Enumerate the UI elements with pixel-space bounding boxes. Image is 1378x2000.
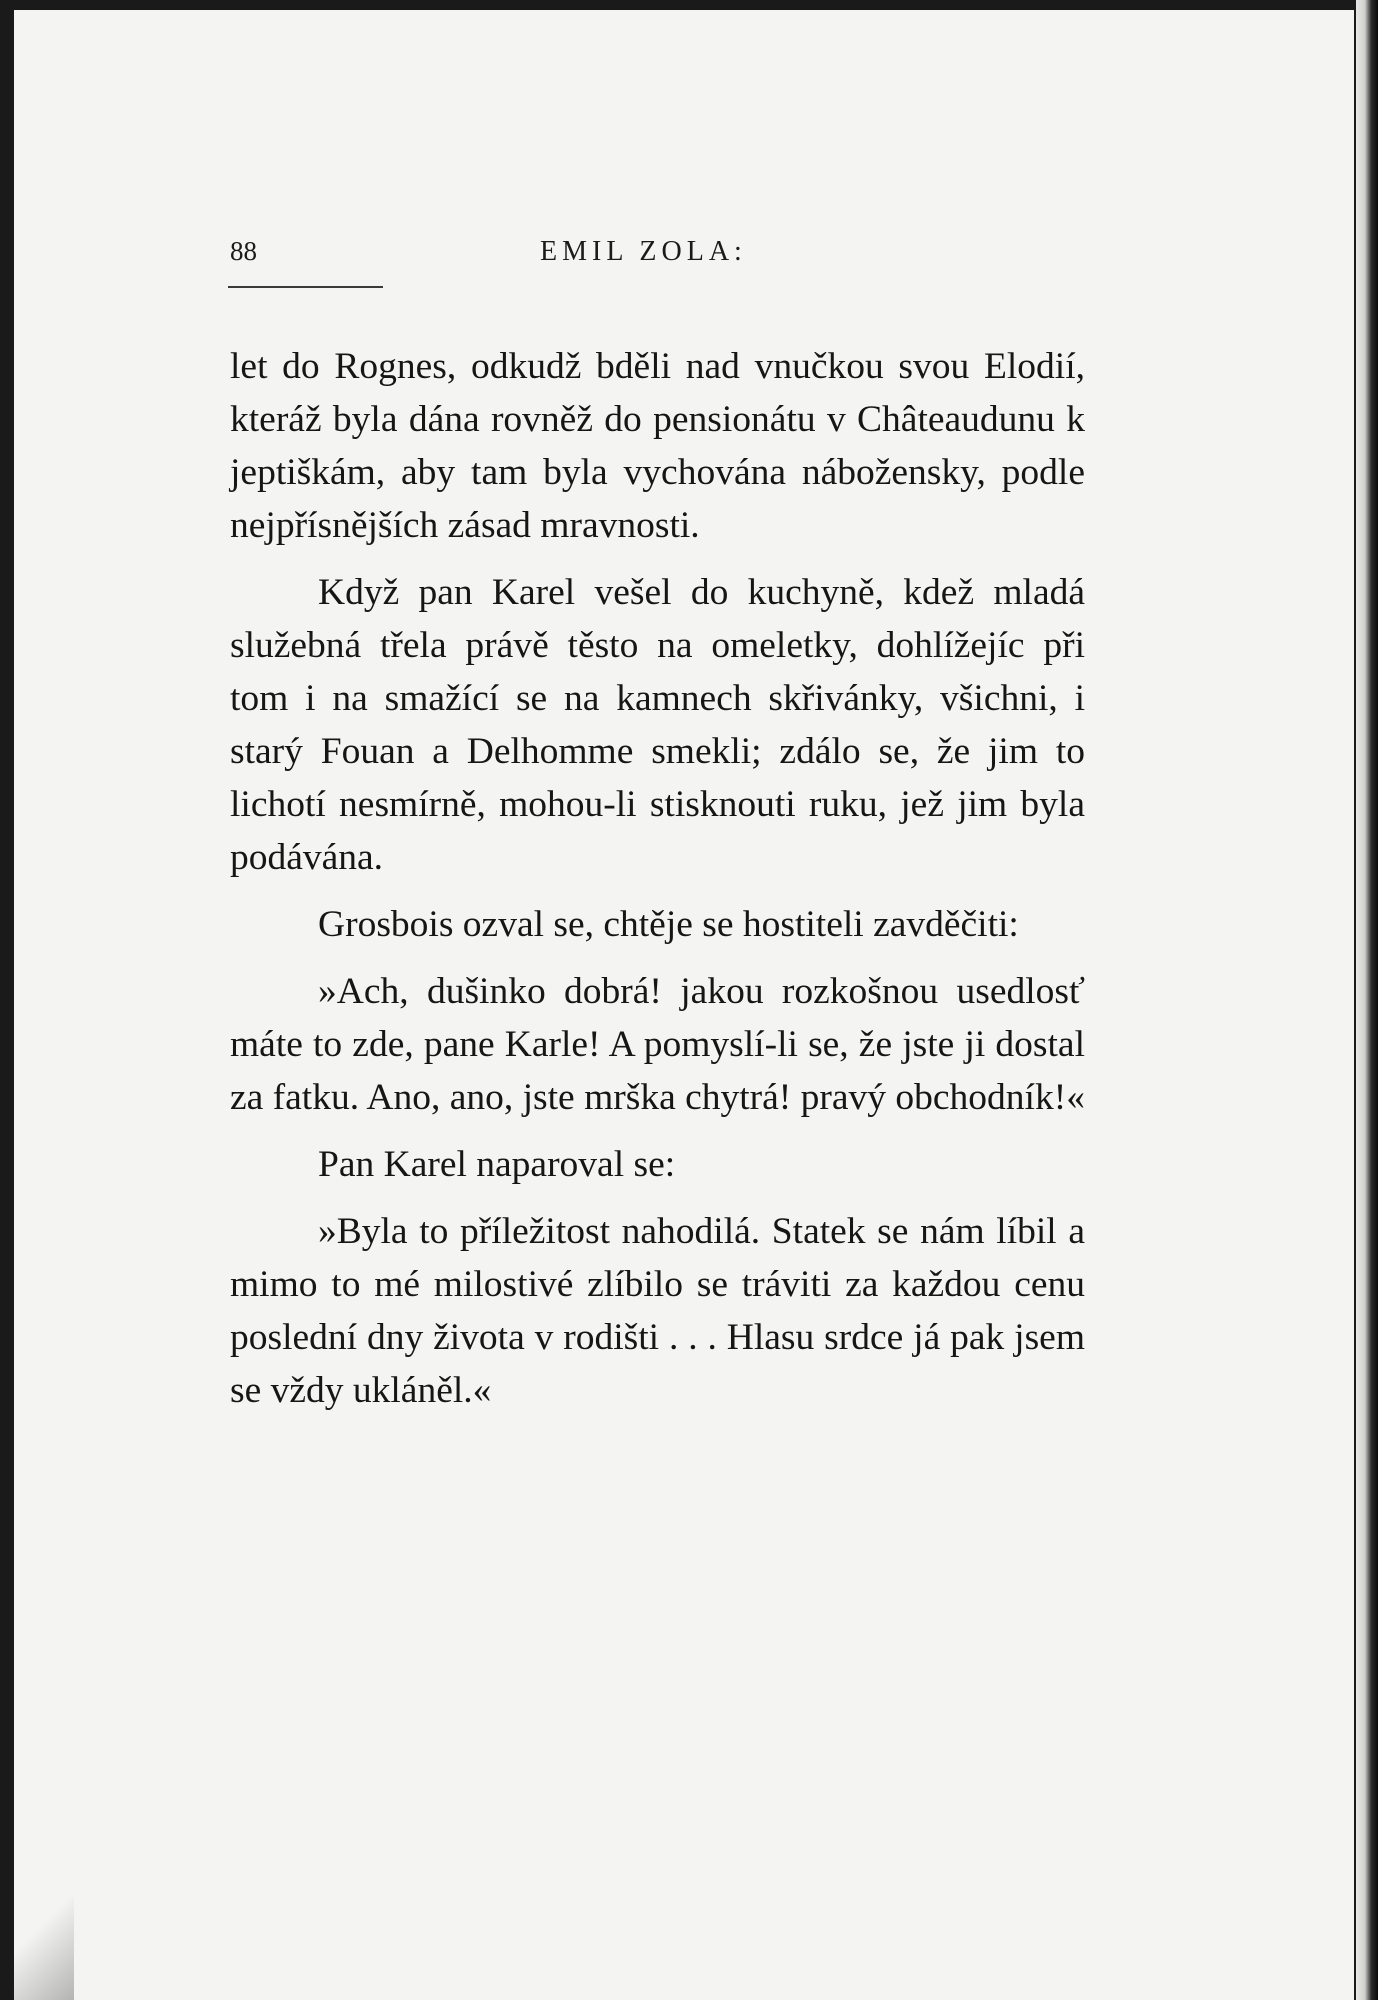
running-head: EMIL ZOLA:	[540, 236, 747, 267]
paragraph: let do Rognes, odkudž bděli nad vnučkou svou Elodií, kteráž byla dána rovněž do pensionátu v Châteaudunu k jeptiškám, aby tam byla vychována nábožensky, podle nejpřísnějších zásad mravnosti.	[230, 346, 1085, 546]
page-corner-shadow	[14, 1880, 74, 2000]
paragraph: Grosbois ozval se, chtěje se hostiteli zavděčiti:	[318, 904, 1019, 945]
paragraph: »Byla to příležitost nahodilá. Statek se nám líbil a mimo to mé milostivé zlíbilo se tráviti za každou cenu poslední dny života v rodišti . . . Hlasu srdce já pak jsem se vždy ukláněl.«	[230, 1211, 1085, 1411]
paragraph: Pan Karel naparoval se:	[318, 1144, 676, 1185]
header-rule	[228, 286, 383, 288]
body-text	[230, 340, 1085, 1417]
paragraph: »Ach, dušinko dobrá! jakou rozkošnou usedlosť máte to zde, pane Karle! A pomyslí-li se, že jste ji dostal za fatku. Ano, ano, jste mrška chytrá! pravý obchodník!«	[230, 971, 1085, 1118]
page-number: 88	[230, 236, 257, 266]
paragraph: Když pan Karel vešel do kuchyně, kdež mladá služebná třela právě těsto na omeletky, dohlížejíc při tom i na smažící se na kamnech skřivánky, všichni, i starý Fouan a Delhomme smekli; zdálo se, že jim to lichotí nesmírně, mohou-li stisknouti ruku, jež jim byla podávána.	[230, 572, 1085, 878]
page-header	[230, 236, 1090, 276]
book-spine-edge	[1356, 0, 1378, 2000]
